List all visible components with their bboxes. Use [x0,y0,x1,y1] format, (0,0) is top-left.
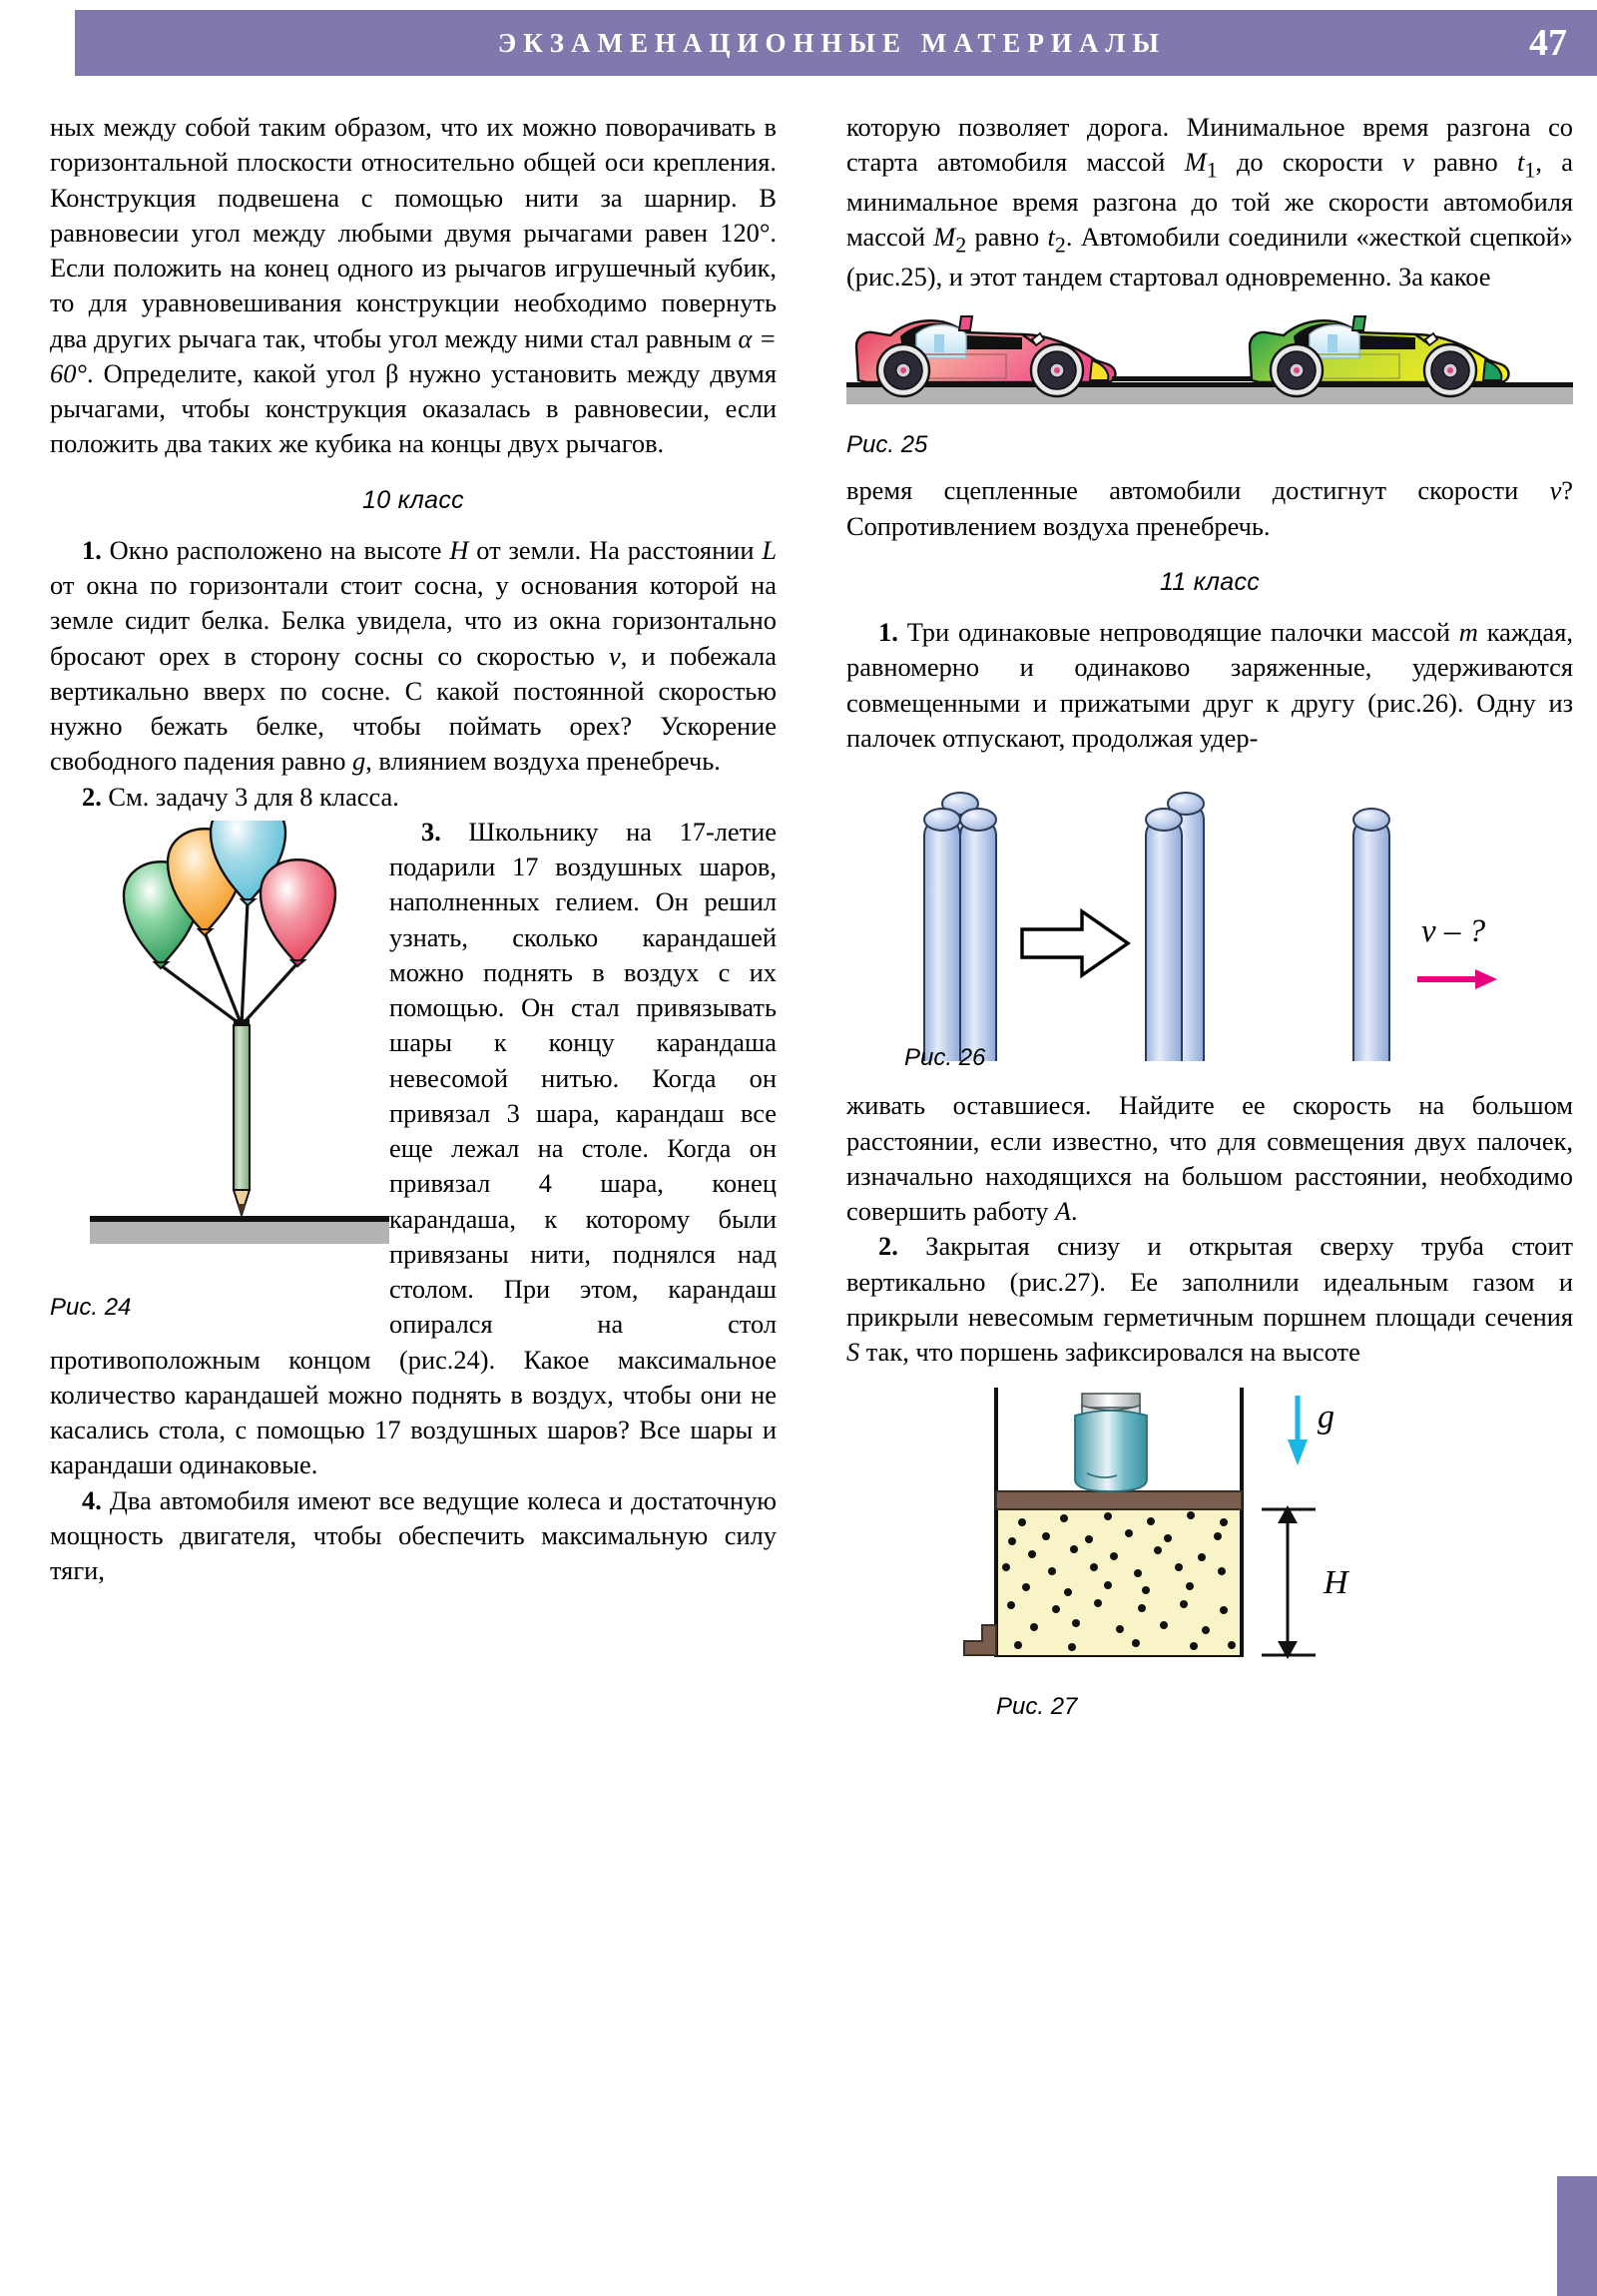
velocity-question-label: v – ? [1421,913,1486,950]
paragraph-text: до скорости [1217,147,1403,178]
after-figure-26-paragraph [846,1088,1573,1229]
task-text: См. задачу 3 для 8 класса. [101,781,399,812]
var-v: v [1402,147,1414,178]
figure-26-caption: Рис. 26 [904,1044,986,1072]
var-v: v [1549,475,1562,506]
label-H: H [1324,1564,1348,1602]
paragraph-continued-text: ных между собой таким образом, что их можно поворачивать в горизонтальной плоскости относительно общей оси крепления. Конструкция подвешена с помощью нити за шарнир. В равновесии угол между любыми двумя рычагами равен 120°. Если положить на конец одного из рычагов игрушечный кубик, то для уравновешивания конструкции необходимо повернуть два других рычага так, чтобы угол между ними стал равным [50,112,777,353]
jar [1075,1394,1147,1491]
task-text: Закрытая снизу и открытая сверху труба стоит вертикально (рис.27). Ее заполнили идеальным газом и прикрыли невесомым герметичным поршнем площади сечения [846,1231,1573,1332]
paragraph-text: . [1071,1196,1078,1227]
task-1-right [846,615,1573,756]
figure-25 [846,308,1573,461]
task-text: Школьнику на 17-летие подарили 17 воздушных шаров, наполненных гелием. Он решил узнать, сколько карандашей можно поднять в воздух с их помощью. Он стал привязывать шары к концу карандаша невесомой нитью. Когда он привязал 3 шара, карандаш все еще лежал на столе. Когда он привязал 4 шара, конец карандаша, к которому были привязаны нити, поднялся над столом. При этом, карандаш опирался на стол противоположным концом (рис.24). Какое максимальное количество карандашей можно поднять в воздух, чтобы они не касались стола, с помощью 17 воздушных шаров? Все шары и карандаши одинаковые. [50,816,777,1480]
var-L: L [762,534,777,565]
paragraph-text: живать оставшиеся. Найдите ее скорость на большом расстоянии, если известно, что для совмещения двух палочек, изначально находящихся на большом расстоянии, необходимо совершить работу [846,1090,1573,1227]
page-number: 47 [1529,22,1567,64]
paragraph-text: , а минимальное время разгона до той же скорости автомобиля массой [846,147,1573,253]
figure-25-caption: Рис. 25 [846,431,928,459]
sub-1: 1 [1206,157,1218,183]
var-v: v [609,640,621,671]
task-text: так, что поршень зафиксировался на высоте [859,1337,1360,1368]
task-3-left [50,815,777,1483]
task-2-left [50,780,777,815]
task-number: 1. [878,617,898,648]
var-S: S [846,1337,860,1368]
paragraph-continued [50,110,777,462]
sub-t2: 2 [1054,232,1066,258]
figure-24-caption: Рис. 24 [50,1294,132,1322]
sub-2: 2 [955,232,967,258]
grade-heading-11: 11 класс [1159,567,1261,596]
var-t2: t [1047,222,1055,253]
page-header [75,10,1597,76]
task-number: 2. [878,1231,898,1262]
var-t1: t [1517,147,1525,178]
process-arrow-icon [1022,911,1128,975]
tube-piston-illustration [846,1388,1573,1687]
var-g: g [352,746,366,777]
task-number: 4. [82,1484,102,1515]
alpha-formula: α = 60° [50,322,777,388]
left-column [50,110,777,1588]
task-text: Два автомобиля имеют все ведущие колеса и достаточную мощность двигателя, чтобы обеспечить максимальную силу тяги, [50,1484,777,1586]
paragraph-text: которую позволяет дорога. Минимальное время разгона со старта автомобиля массой [846,112,1573,178]
right-column [846,110,1573,1723]
task-1-left [50,533,777,780]
page-title: ЭКЗАМЕНАЦИОННЫЕ МАТЕРИАЛЫ [497,27,1167,58]
task-text: , и побежала вертикально вверх по сосне. С какой постоянной скоростью нужно бежать белке, чтобы поймать орех? Ускорение свободного падения равно [50,640,777,777]
var-M1: M [1184,147,1207,178]
figure-27 [846,1388,1573,1722]
paragraph-text: равно [966,222,1048,253]
var-A: A [1054,1196,1072,1227]
task-text: Три одинаковые непроводящие палочки массой [897,617,1459,648]
rod-bundle-two [1146,793,1204,1061]
charged-rods-illustration [846,772,1573,1061]
rigid-coupling-bar [1112,376,1258,381]
paragraph-continued-right [846,110,1573,294]
task-text: , влиянием воздуха пренебречь. [365,746,721,777]
gravity-arrow-icon [1288,1396,1308,1465]
task-2-right [846,1229,1573,1370]
task-number: 2. [82,781,102,812]
rod-bundle-three [924,793,996,1061]
height-dimension-H [1262,1505,1350,1659]
sub-t1: 1 [1524,157,1536,183]
velocity-arrow-icon [1417,969,1497,989]
rod-single [1353,809,1389,1061]
label-g: g [1318,1399,1334,1436]
task-number: 3. [421,816,441,847]
var-H: H [449,534,469,565]
task-text: Окно расположено на высоте [101,534,450,565]
paragraph-text: время сцепленные автомобили достигнут скорости [846,475,1550,506]
balloons-pencil-illustration [82,821,399,1280]
task-number: 1. [82,534,102,565]
task-4-left [50,1483,777,1589]
figure-26 [846,772,1573,1074]
piston [996,1491,1242,1509]
var-M2: M [933,222,956,253]
support-bracket [964,1625,996,1655]
paragraph-text: . Автомобили соединили «жесткой сцепкой» (рис.25), и этот тандем стартовал одновременно. За какое [846,222,1573,291]
paragraph-continued-text-2: . Определите, какой угол β нужно установить между двумя рычагами, чтобы конструкция оказалась в равновесии, если положить два таких же кубика на концы двух рычагов. [50,357,777,459]
task-text: каждая, равномерно и одинаково заряженные, удерживаются совмещенными и прижатыми друг к другу (рис.26). Одну из палочек отпускают, продолжая удер- [846,617,1573,753]
figure-27-caption: Рис. 27 [996,1692,1078,1720]
corner-marker [1557,2176,1597,2296]
figure-24 [50,821,367,1325]
var-m: m [1458,617,1478,648]
task-text: от окна по горизонтали стоит сосна, у основания которой на земле сидит белка. Белка увидела, что из окна горизонтально бросают орех в сторону сосны со скоростью [50,570,777,671]
task-text: от земли. На расстоянии [468,534,763,565]
paragraph-text: ? Сопротивлением воздуха пренебречь. [846,475,1573,541]
coupled-cars-illustration [846,308,1573,416]
paragraph-text: равно [1413,147,1518,178]
after-figure-25-paragraph [846,473,1573,544]
grade-heading-10: 10 класс [362,485,464,514]
